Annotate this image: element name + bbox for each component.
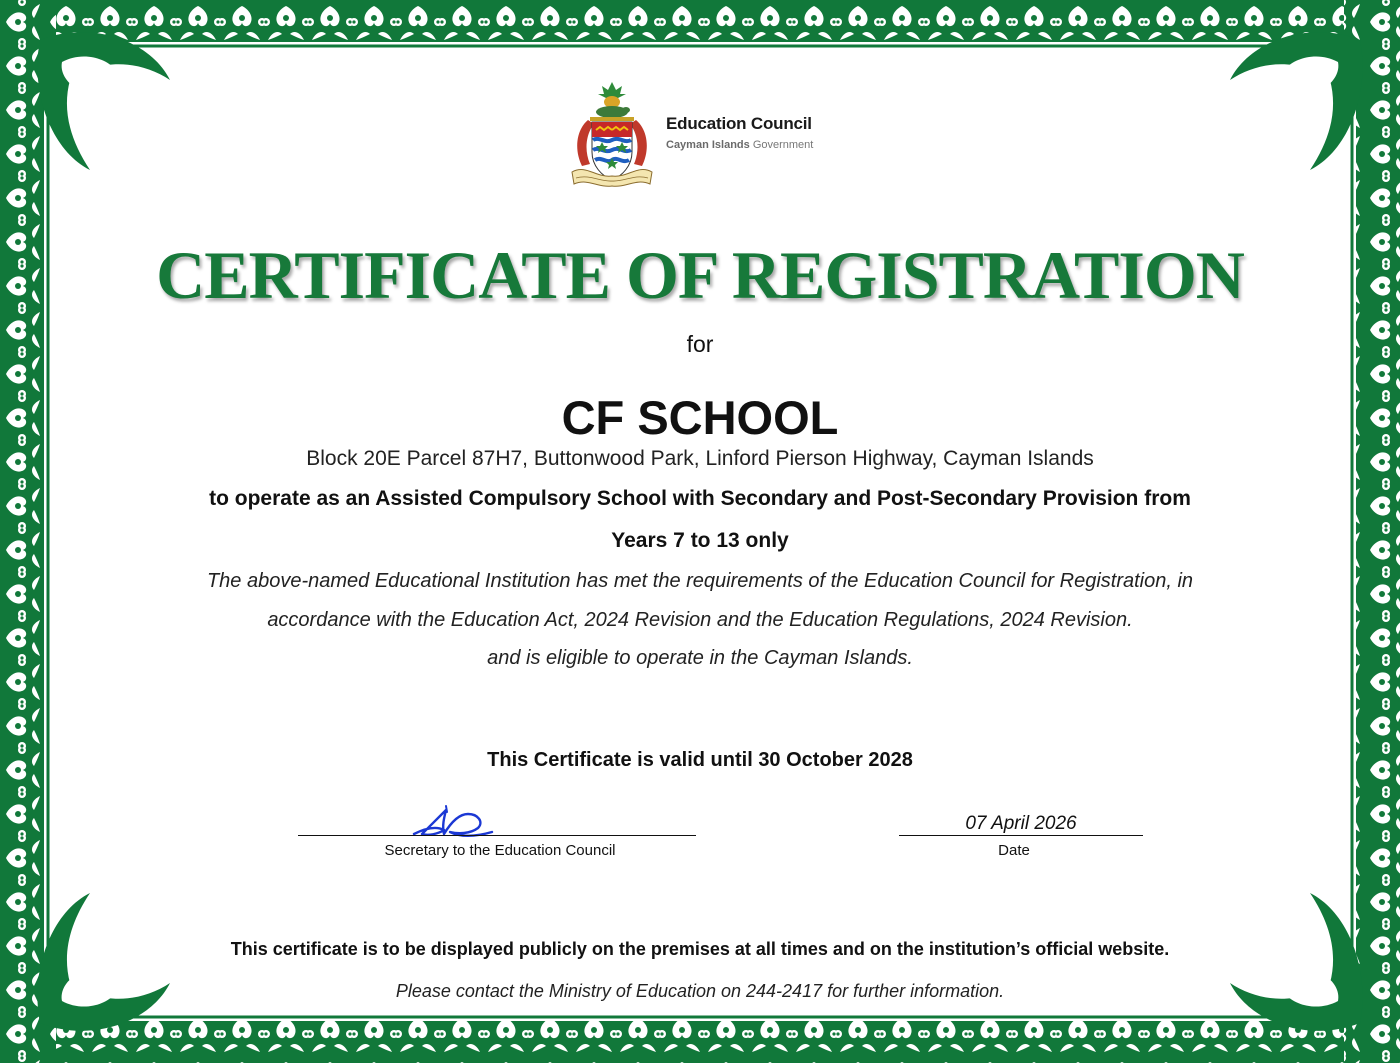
handwritten-signature bbox=[408, 804, 498, 844]
statement-line-1: The above-named Educational Institution has met the requirements of the Education Council for Registration, in bbox=[206, 570, 1194, 592]
organization-subtitle-bold: Cayman Islands bbox=[666, 139, 750, 151]
statement-line-2: accordance with the Education Act, 2024 Revision and the Education Regulations, 2024 Revision. bbox=[267, 609, 1133, 631]
school-name: CF SCHOOL bbox=[561, 391, 839, 444]
organization-subtitle bbox=[666, 139, 813, 151]
cayman-islands-coat-of-arms-icon bbox=[566, 80, 658, 188]
display-requirement-note: This certificate is to be displayed publicly on the premises at all times and on the institution’s official website. bbox=[230, 939, 1170, 959]
issue-date: 07 April 2026 bbox=[965, 813, 1077, 834]
brand-block bbox=[566, 80, 826, 190]
certificate-title: CERTIFICATE OF REGISTRATION bbox=[156, 237, 1244, 313]
signature-line bbox=[298, 835, 696, 836]
statement-line-3: and is eligible to operate in the Cayman Islands. bbox=[487, 647, 913, 669]
purpose-line-2: Years 7 to 13 only bbox=[611, 529, 789, 552]
school-address: Block 20E Parcel 87H7, Buttonwood Park, Linford Pierson Highway, Cayman Islands bbox=[306, 447, 1094, 470]
organization-subtitle-rest: Government bbox=[749, 139, 814, 151]
date-label: Date bbox=[998, 842, 1030, 859]
date-block bbox=[899, 810, 1143, 870]
contact-note: Please contact the Ministry of Education on 244-2417 for further information. bbox=[395, 981, 1005, 1001]
purpose-line-1: to operate as an Assisted Compulsory School with Secondary and Post-Secondary Provision from bbox=[209, 487, 1191, 510]
for-text: for bbox=[686, 331, 714, 357]
signature-label: Secretary to the Education Council bbox=[384, 842, 616, 859]
validity-statement: This Certificate is valid until 30 October 2028 bbox=[487, 749, 913, 771]
date-line bbox=[899, 835, 1143, 836]
organization-name: Education Council bbox=[666, 114, 812, 133]
signature-block bbox=[298, 800, 696, 870]
